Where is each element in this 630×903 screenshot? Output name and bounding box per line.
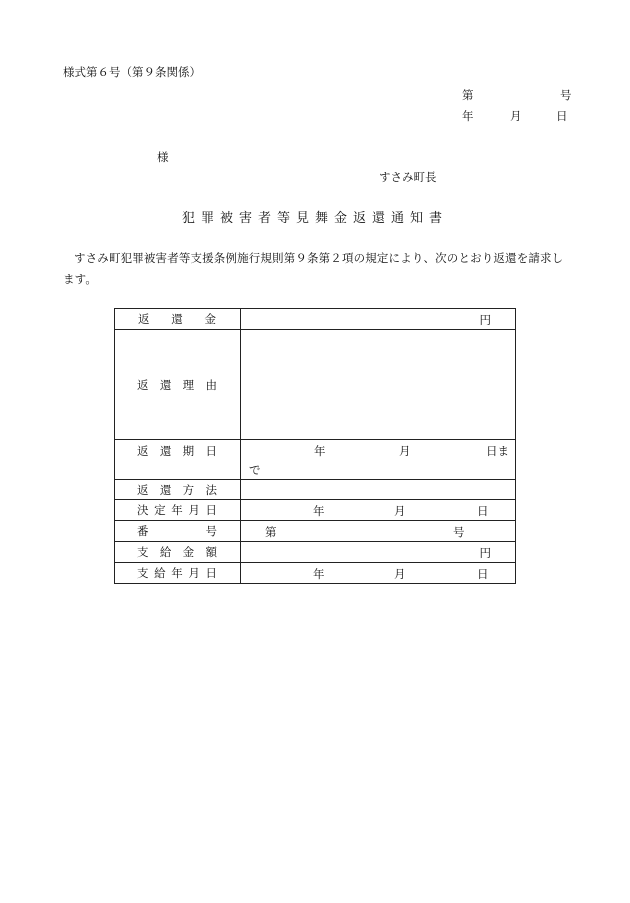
label-method: 返 還 方 法 (115, 480, 241, 500)
form-label: 様式第６号（第９条関係） (63, 65, 201, 79)
date-year-label: 年 (462, 109, 474, 123)
value-deadline[interactable]: 年 月 日ま で (241, 440, 516, 480)
label-deadline: 返 還 期 日 (115, 440, 241, 480)
label-amount: 返 還 金 (115, 309, 241, 330)
table-row (115, 500, 516, 521)
table-row (115, 330, 516, 440)
table-row (115, 480, 516, 500)
label-decision-date: 決 定 年 月 日 (115, 500, 241, 521)
document-number-prefix: 第 (462, 88, 474, 102)
label-payment-amount: 支 給 金 額 (115, 542, 241, 563)
value-number[interactable]: 第 号 (241, 521, 516, 542)
addressee-suffix: 様 (157, 150, 169, 164)
yen-unit: 円 (479, 313, 491, 327)
table-row (115, 309, 516, 330)
label-payment-date: 支 給 年 月 日 (115, 563, 241, 584)
table-row (115, 521, 516, 542)
table-row (115, 542, 516, 563)
issuer-name: すさみ町長 (379, 170, 437, 184)
table-row (115, 440, 516, 480)
body-paragraph: すさみ町犯罪被害者等支援条例施行規則第９条第２項の規定により、次のとおり返還を請求します。 (63, 251, 564, 286)
yen-unit: 円 (479, 546, 491, 560)
value-decision-date[interactable]: 年 月 日 (241, 500, 516, 521)
date-month-label: 月 (510, 109, 522, 123)
value-amount[interactable] (241, 309, 516, 330)
repayment-table (114, 308, 516, 584)
value-payment-amount[interactable] (241, 542, 516, 563)
document-title: 犯罪被害者等見舞金返還通知書 (181, 211, 448, 226)
value-payment-date[interactable]: 年 月 日 (241, 563, 516, 584)
value-reason[interactable] (241, 330, 516, 440)
value-method[interactable] (241, 480, 516, 500)
table-row (115, 563, 516, 584)
label-reason: 返 還 理 由 (115, 330, 241, 440)
label-number: 番 号 (115, 521, 241, 542)
date-day-label: 日 (556, 109, 568, 123)
document-number-suffix: 号 (560, 88, 572, 102)
